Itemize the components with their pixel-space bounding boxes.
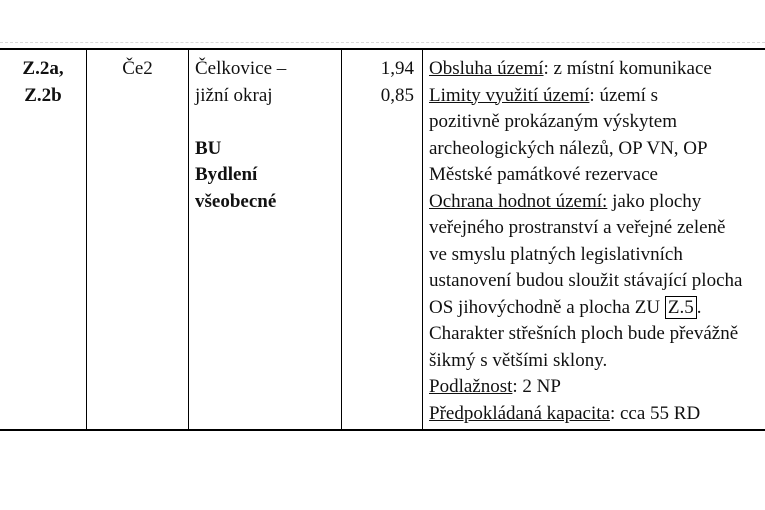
limity-label: Limity využití území [429,84,590,106]
ochrana-prefix: OS jihovýchodně a plocha ZU [429,296,665,318]
faint-top-rule [0,42,765,43]
area-code-line: Z.2a, [22,58,64,79]
table-row [0,49,765,430]
zone-code: Če2 [122,58,153,79]
charakter-line: Charakter střešních ploch bude převážně [429,323,739,344]
land-use-code: BU [195,137,222,159]
ochrana-text-line: ustanovení budou sloužit stávající plocha [429,270,743,291]
ochrana-ref-line [429,295,764,322]
obsluha-text: : z místní komunikace [543,58,712,79]
ochrana-text: jako plochy [607,190,702,212]
ochrana-line [429,189,764,216]
obsluha-label: Obsluha území [429,58,544,79]
ochrana-text-line: veřejného prostranství a veřejné zeleně [429,217,726,238]
ochrana-suffix: . [696,296,702,318]
ochrana-text-line: ve smyslu platných legislativních [429,243,683,265]
kapacita-text: : cca 55 RD [609,402,701,424]
zoning-table [0,48,765,431]
limity-text-line: Městské památkové rezervace [429,164,658,185]
limity-text: : území s [589,84,659,106]
podlaznost-label: Podlažnost [429,376,513,397]
podlaznost-text: : 2 NP [512,376,561,397]
land-use-line: Bydlení [195,164,258,185]
area-value: 1,94 [380,58,414,79]
kapacita-line [429,401,764,428]
area-code-line: Z.2b [24,84,62,106]
description-cell [423,49,765,430]
locality-line: Čelkovice – [195,58,287,79]
kapacita-label: Předpokládaná kapacita [429,402,610,424]
zone-cell [87,49,189,430]
ochrana-label: Ochrana hodnot území: [429,190,608,212]
limity-text-line: pozitivně prokázaným výskytem [429,111,677,132]
area-reference-link[interactable]: Z.5 [665,296,697,319]
area-code-cell [0,49,87,430]
podlaznost-line [429,374,764,401]
limity-text-line: archeologických nálezů, OP VN, OP [429,137,708,159]
limity-line [429,83,764,110]
locality-cell [189,49,342,430]
charakter-line: šikmý s většími sklony. [429,349,608,371]
land-use-line: všeobecné [195,190,277,212]
area-value: 0,85 [380,84,414,106]
area-cell [342,49,423,430]
locality-line: jižní okraj [195,84,273,106]
obsluha-line [429,56,764,83]
